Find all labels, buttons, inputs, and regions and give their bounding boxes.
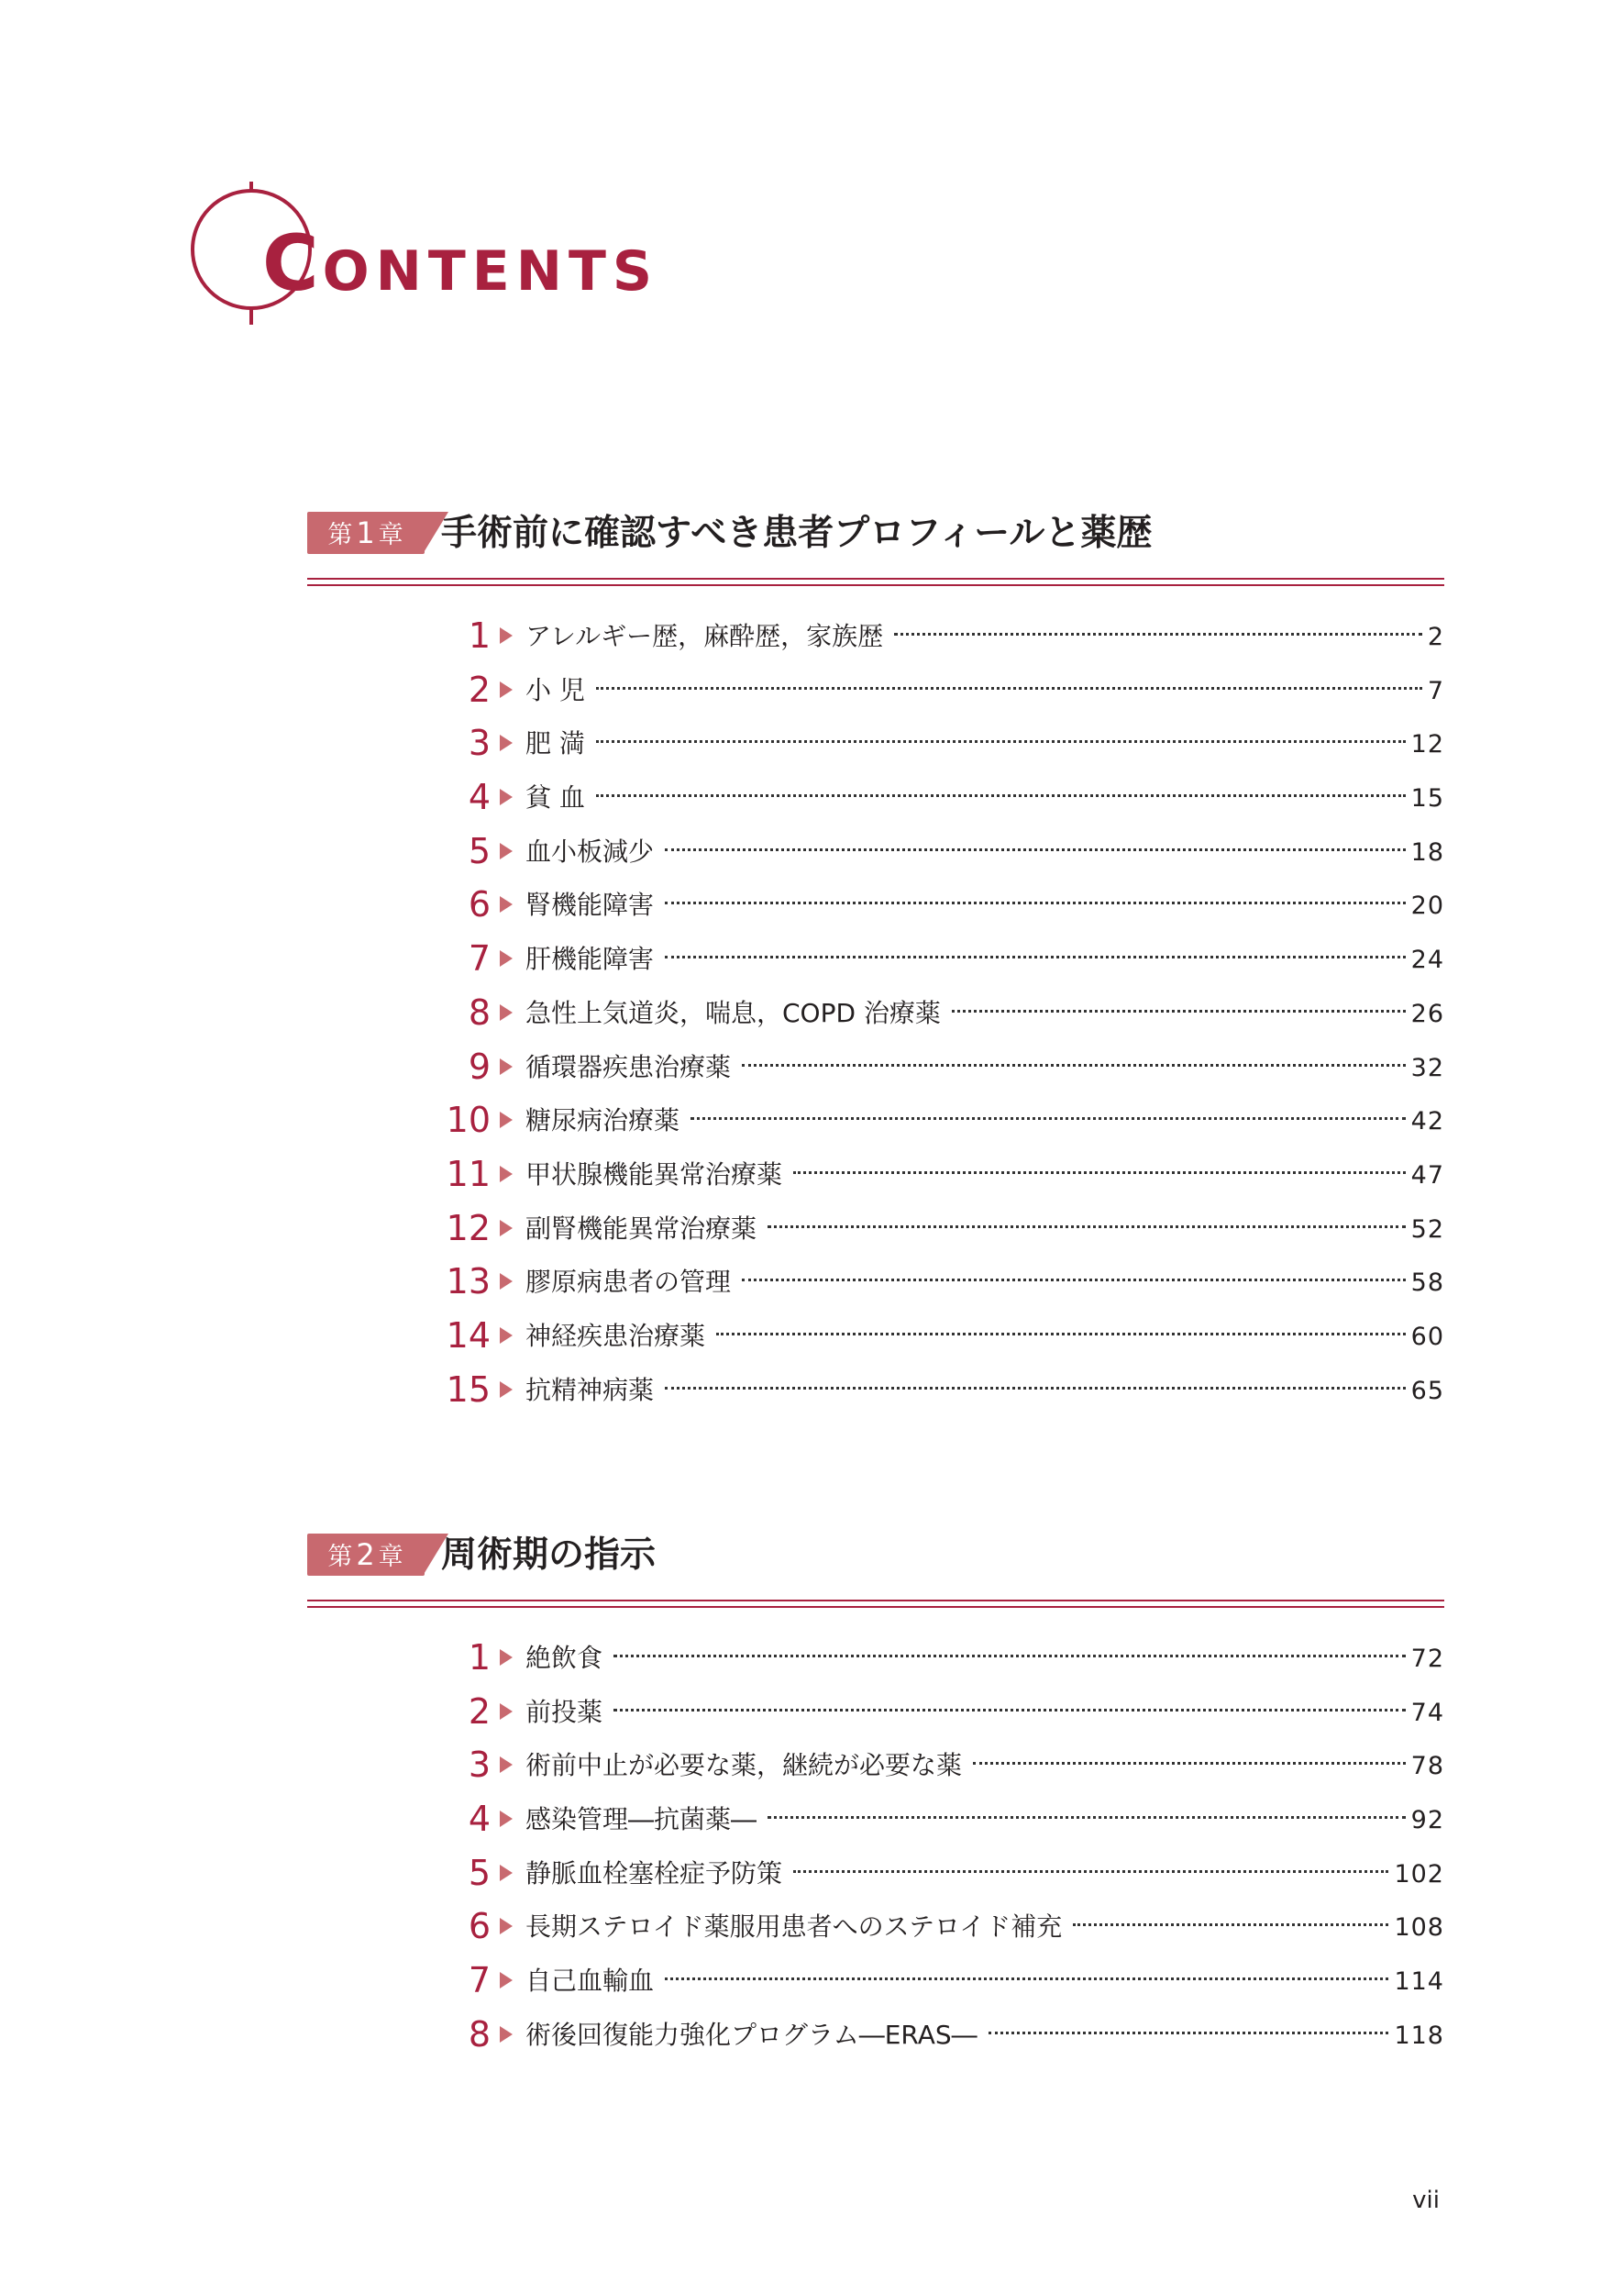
dot-leader <box>665 956 1406 958</box>
toc-entry[interactable] <box>426 1848 1444 1902</box>
toc-entry-title: 副腎機能異常治療薬 <box>525 1213 757 1244</box>
toc-entry-page: 114 <box>1394 1967 1444 1997</box>
chapter-1 <box>307 503 1444 1410</box>
toc-entry-number: 1 <box>468 1637 491 1678</box>
chapter-header <box>307 503 1444 567</box>
arrow-right-icon <box>500 735 513 751</box>
arrow-right-icon <box>500 1756 513 1773</box>
arrow-right-icon <box>500 1972 513 1988</box>
toc-entry-title: 術後回復能力強化プログラム―ERAS― <box>525 2019 978 2050</box>
toc-entry-page: 78 <box>1410 1752 1444 1781</box>
toc-entry[interactable] <box>426 665 1444 719</box>
toc-entry[interactable] <box>426 1095 1444 1149</box>
dot-leader <box>793 1870 1388 1873</box>
page-number: vii <box>1412 2187 1440 2214</box>
toc-entry[interactable] <box>426 1257 1444 1311</box>
toc-entry-page: 52 <box>1410 1214 1444 1244</box>
toc-entry-title: 術前中止が必要な薬，継続が必要な薬 <box>525 1750 963 1781</box>
toc-entry-page: 26 <box>1410 999 1444 1028</box>
dot-leader <box>793 1171 1406 1174</box>
toc-entry-page: 72 <box>1410 1645 1444 1673</box>
arrow-right-icon <box>500 681 513 698</box>
toc-entry-title: 糖尿病治療薬 <box>525 1105 680 1136</box>
arrow-right-icon <box>500 1811 513 1827</box>
contents-heading: CONTENTS <box>262 218 659 308</box>
dot-leader <box>690 1117 1406 1120</box>
arrow-right-icon <box>500 1381 513 1398</box>
toc-entry-line <box>525 1854 1444 1895</box>
toc-entry[interactable] <box>426 1687 1444 1741</box>
toc-entry[interactable] <box>426 1203 1444 1257</box>
toc-entry-page: 47 <box>1410 1160 1444 1190</box>
arrow-right-icon <box>500 1220 513 1236</box>
toc-entry-page: 15 <box>1410 784 1444 814</box>
dot-leader <box>613 1709 1406 1711</box>
toc-entry-number: 6 <box>468 1906 491 1947</box>
dot-leader <box>596 687 1422 690</box>
toc-entry-line <box>525 1370 1444 1412</box>
toc-entry[interactable] <box>426 1740 1444 1794</box>
toc-entry-number: 15 <box>446 1368 491 1410</box>
arrow-right-icon <box>500 789 513 805</box>
toc-entry-title: 感染管理―抗菌薬― <box>525 1804 757 1835</box>
toc-entry-number: 5 <box>468 1852 491 1893</box>
toc-entry-line <box>525 616 1444 658</box>
toc-entry-title: 静脈血栓塞栓症予防策 <box>525 1857 783 1889</box>
toc-entry-number: 2 <box>468 1690 491 1732</box>
toc-entry-line <box>525 1692 1444 1734</box>
toc-entry-title: アレルギー歴，麻酔歴，家族歴 <box>525 621 884 651</box>
toc-entry[interactable] <box>426 1794 1444 1848</box>
arrow-right-icon <box>500 1166 513 1182</box>
toc-entry-number: 1 <box>468 615 491 656</box>
chapter-title: 周術期の指示 <box>441 1534 657 1576</box>
toc-entry-title: 自己血輸血 <box>525 1966 655 1997</box>
toc-entry-line <box>525 1101 1444 1142</box>
toc-entry-line <box>525 778 1444 819</box>
toc-entry-page: 12 <box>1410 730 1444 759</box>
toc-entry-title: 腎機能障害 <box>525 890 655 921</box>
arrow-right-icon <box>500 1918 513 1934</box>
chapter-rule <box>307 1600 1444 1601</box>
toc-entry[interactable] <box>426 1149 1444 1203</box>
dot-leader <box>716 1333 1406 1335</box>
toc-entry[interactable] <box>426 611 1444 665</box>
toc-entry-line <box>525 1209 1444 1250</box>
toc-entry[interactable] <box>426 1042 1444 1096</box>
chapter-badge: 第1 章 <box>307 512 425 554</box>
toc-entry-page: 24 <box>1410 946 1444 975</box>
toc-entry-number: 4 <box>468 1799 491 1840</box>
arrow-right-icon <box>500 1058 513 1075</box>
toc-list <box>426 611 1444 1418</box>
toc-entry[interactable] <box>426 880 1444 934</box>
toc-entry-page: 92 <box>1410 1806 1444 1835</box>
toc-entry-page: 58 <box>1410 1268 1444 1298</box>
arrow-right-icon <box>500 1649 513 1666</box>
toc-entry-title: 肥 満 <box>525 728 585 759</box>
toc-entry-page: 20 <box>1410 892 1444 921</box>
toc-entry[interactable] <box>426 934 1444 988</box>
chapter-header <box>307 1524 1444 1589</box>
toc-entry-title: 前投薬 <box>525 1696 603 1727</box>
chapter-title: 手術前に確認すべき患者プロフィールと薬歴 <box>441 513 1153 554</box>
toc-entry-line <box>525 939 1444 980</box>
toc-entry-page: 32 <box>1410 1053 1444 1082</box>
toc-entry-line <box>525 1745 1444 1787</box>
toc-entry[interactable] <box>426 1633 1444 1687</box>
toc-entry-title: 急性上気道炎，喘息，COPD 治療薬 <box>525 997 941 1028</box>
dot-leader <box>989 2032 1389 2034</box>
toc-entry-number: 3 <box>468 723 491 764</box>
chapter-badge: 第2 章 <box>307 1534 425 1576</box>
toc-entry-title: 貧 血 <box>525 782 585 814</box>
toc-entry[interactable] <box>426 1901 1444 1955</box>
toc-entry-number: 13 <box>446 1261 491 1302</box>
toc-entry-line <box>525 1961 1444 2002</box>
dot-leader <box>894 633 1422 636</box>
toc-entry[interactable] <box>426 1955 1444 2010</box>
dot-leader <box>596 740 1406 743</box>
toc-entry[interactable] <box>426 772 1444 826</box>
arrow-right-icon <box>500 2026 513 2043</box>
dot-leader <box>665 1387 1406 1390</box>
chapter-rule <box>307 1606 1444 1608</box>
dot-leader <box>768 1225 1406 1228</box>
toc-entry-line <box>525 1047 1444 1089</box>
toc-entry[interactable] <box>426 988 1444 1042</box>
dot-leader <box>665 902 1406 904</box>
dot-leader <box>613 1655 1406 1657</box>
toc-entry-number: 12 <box>446 1207 491 1248</box>
dot-leader <box>973 1762 1406 1765</box>
arrow-right-icon <box>500 1327 513 1344</box>
toc-entry-page: 7 <box>1427 676 1444 705</box>
toc-entry-page: 102 <box>1394 1859 1444 1889</box>
arrow-right-icon <box>500 1865 513 1881</box>
toc-entry-line <box>525 670 1444 712</box>
toc-entry-number: 7 <box>468 938 491 980</box>
toc-entry-page: 108 <box>1394 1913 1444 1943</box>
toc-entry-page: 74 <box>1410 1698 1444 1727</box>
toc-entry-number: 10 <box>446 1100 491 1141</box>
toc-entry-title: 長期ステロイド薬服用患者へのステロイド補充 <box>525 1911 1063 1943</box>
arrow-right-icon <box>500 1703 513 1720</box>
toc-entry-title: 肝機能障害 <box>525 944 655 975</box>
dot-leader <box>768 1816 1406 1819</box>
toc-entry-number: 4 <box>468 777 491 818</box>
toc-entry-page: 42 <box>1410 1107 1444 1136</box>
toc-entry-line <box>525 885 1444 926</box>
arrow-right-icon <box>500 1273 513 1290</box>
dot-leader <box>742 1279 1406 1281</box>
chapter-rule <box>307 578 1444 580</box>
chapter-2 <box>307 1524 1444 2055</box>
dot-leader <box>1073 1923 1388 1926</box>
toc-entry-line <box>525 1316 1444 1357</box>
contents-logo <box>183 180 659 336</box>
toc-entry-line <box>525 1638 1444 1679</box>
arrow-right-icon <box>500 896 513 913</box>
toc-entry-line <box>525 1800 1444 1841</box>
toc-entry[interactable] <box>426 718 1444 772</box>
toc-entry[interactable] <box>426 1365 1444 1419</box>
toc-entry-page: 60 <box>1410 1322 1444 1351</box>
toc-entry-line <box>525 2015 1444 2056</box>
toc-entry-page: 65 <box>1410 1376 1444 1405</box>
dot-leader <box>665 1977 1388 1980</box>
toc-entry-title: 血小板減少 <box>525 836 655 867</box>
toc-entry-title: 抗精神病薬 <box>525 1374 655 1405</box>
toc-entry-number: 6 <box>468 884 491 925</box>
toc-entry-title: 膠原病患者の管理 <box>525 1267 732 1298</box>
toc-entry[interactable] <box>426 1311 1444 1365</box>
toc-entry-number: 9 <box>468 1046 491 1087</box>
toc-entry-number: 8 <box>468 2013 491 2055</box>
toc-entry-title: 絶飲食 <box>525 1643 603 1673</box>
toc-list <box>426 1633 1444 2064</box>
toc-entry[interactable] <box>426 2010 1444 2064</box>
dot-leader <box>665 848 1406 851</box>
arrow-right-icon <box>500 1112 513 1128</box>
dot-leader <box>952 1010 1406 1013</box>
toc-entry[interactable] <box>426 826 1444 881</box>
arrow-right-icon <box>500 627 513 644</box>
toc-entry-title: 神経疾患治療薬 <box>525 1320 706 1351</box>
arrow-right-icon <box>500 950 513 967</box>
toc-entry-number: 14 <box>446 1314 491 1356</box>
toc-entry-title: 小 児 <box>525 674 585 705</box>
toc-entry-line <box>525 993 1444 1035</box>
toc-entry-number: 5 <box>468 830 491 871</box>
toc-entry-page: 18 <box>1410 837 1444 867</box>
toc-entry-number: 2 <box>468 669 491 710</box>
toc-entry-line <box>525 1907 1444 1948</box>
toc-entry-page: 2 <box>1427 623 1444 651</box>
arrow-right-icon <box>500 1004 513 1021</box>
toc-entry-number: 3 <box>468 1745 491 1786</box>
toc-entry-line <box>525 1262 1444 1303</box>
toc-entry-number: 7 <box>468 1960 491 2001</box>
toc-entry-line <box>525 832 1444 873</box>
toc-entry-title: 甲状腺機能異常治療薬 <box>525 1158 783 1190</box>
toc-entry-title: 循環器疾患治療薬 <box>525 1051 732 1082</box>
toc-entry-number: 11 <box>446 1153 491 1194</box>
toc-entry-line <box>525 1155 1444 1196</box>
dot-leader <box>596 794 1406 797</box>
toc-entry-page: 118 <box>1394 2021 1444 2050</box>
arrow-right-icon <box>500 843 513 859</box>
chapter-rule <box>307 584 1444 586</box>
toc-entry-line <box>525 724 1444 765</box>
toc-entry-number: 8 <box>468 991 491 1033</box>
dot-leader <box>742 1064 1406 1067</box>
